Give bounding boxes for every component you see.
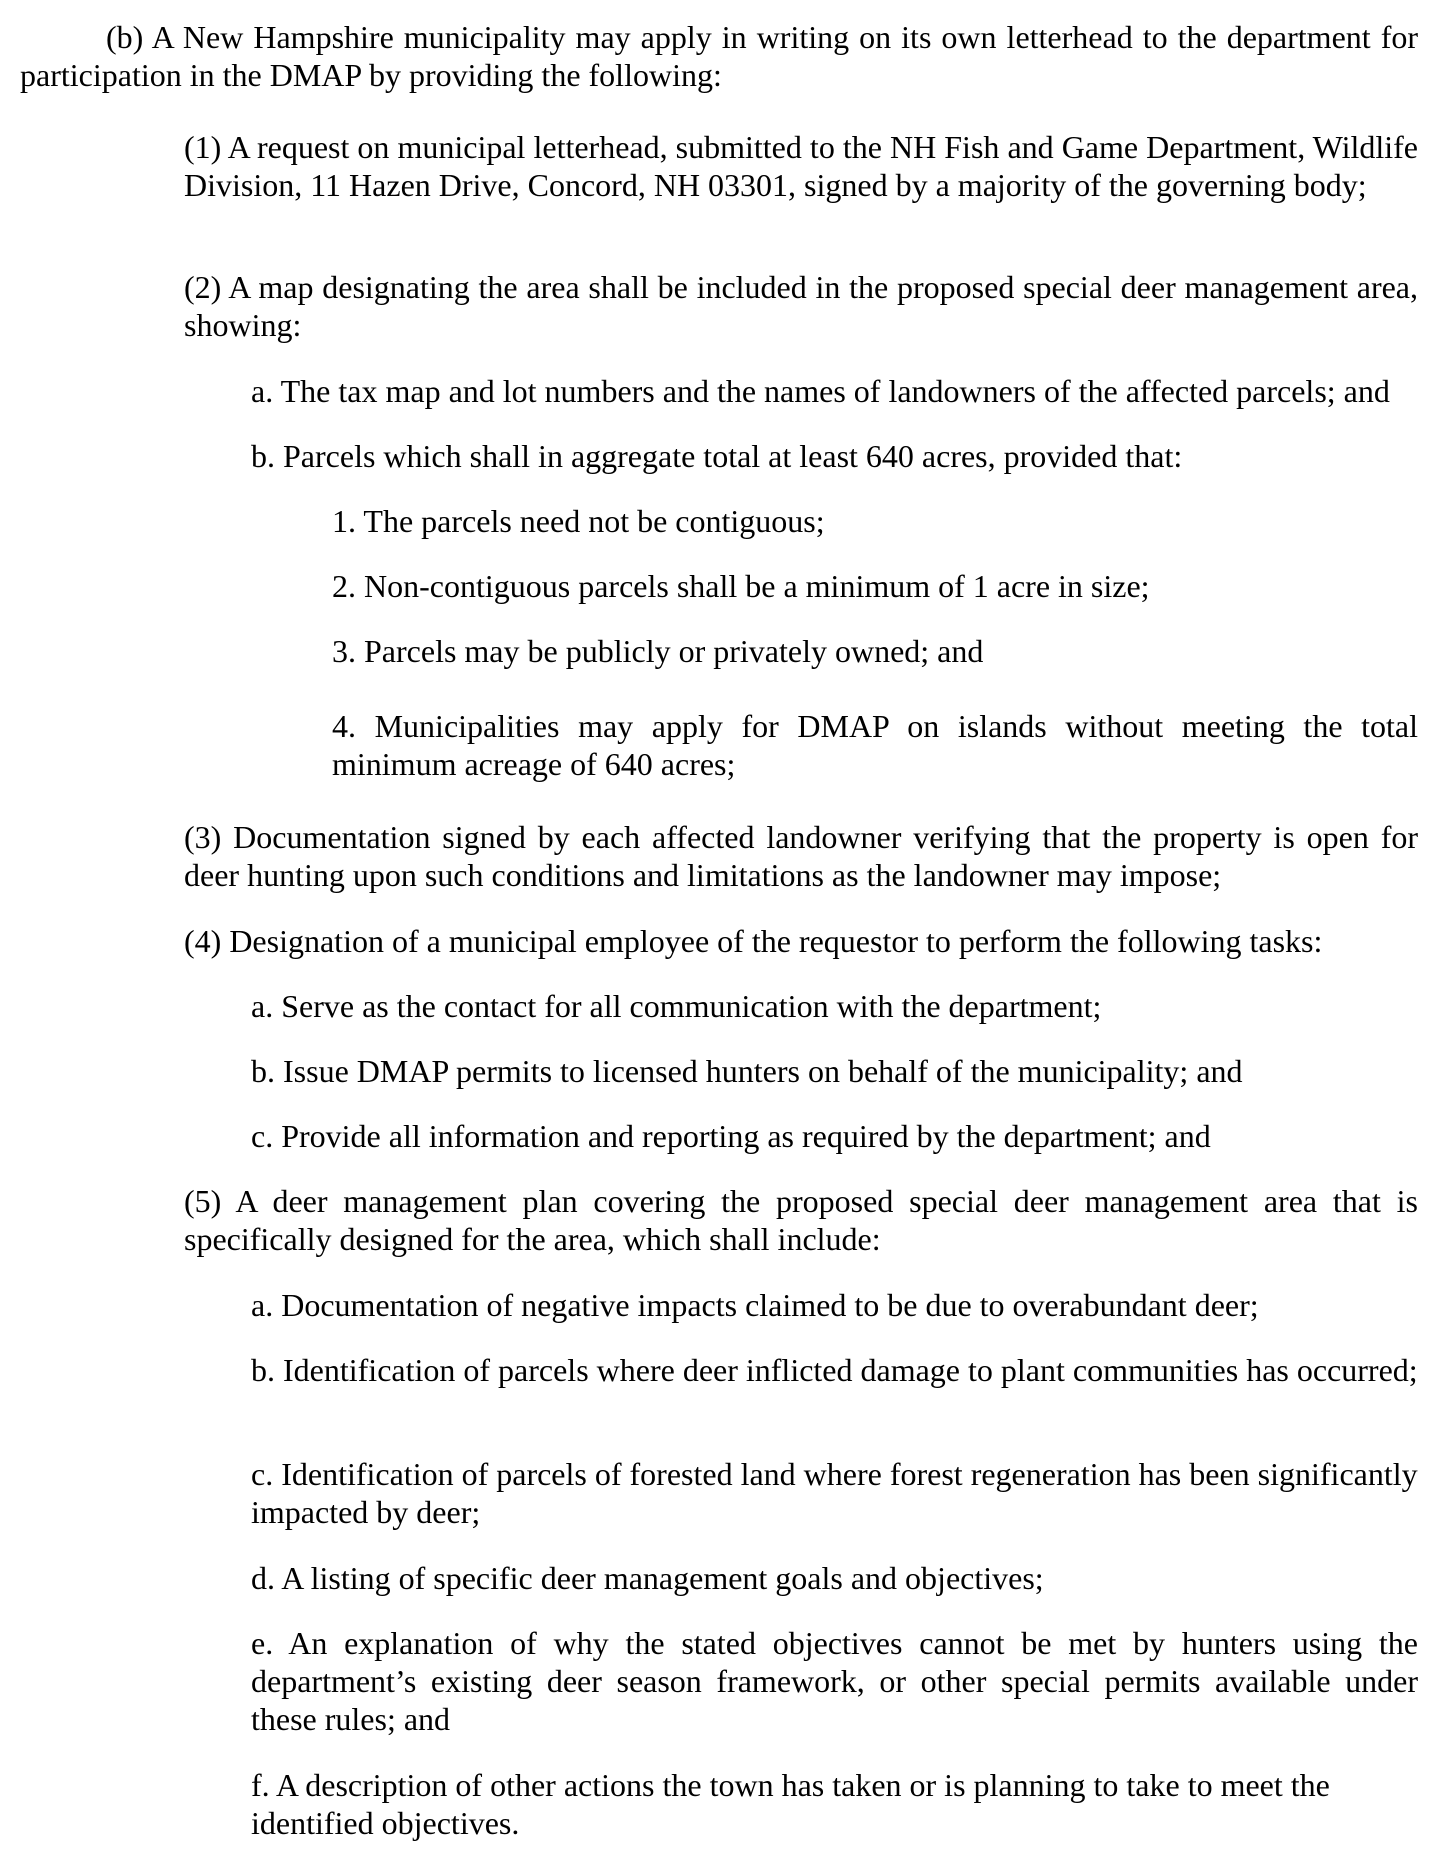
item-5e-explanation: e. An explanation of why the stated objectives cannot be met by hunters using the department’s existing deer season framework, or other special permits available under these rules; and [251, 1625, 1418, 1737]
item-4c-reporting: c. Provide all information and reporting as required by the department; and [251, 1118, 1211, 1154]
item-2b2-minimum-size: 2. Non-contiguous parcels shall be a minimum of 1 acre in size; [332, 568, 1150, 604]
item-5b-damage-parcels: b. Identification of parcels where deer inflicted damage to plant communities has occurred; [251, 1352, 1418, 1388]
paragraph-b-intro: (b) A New Hampshire municipality may apply in writing on its own letterhead to the department for participation in the DMAP by providing the following: [20, 19, 1418, 93]
item-2b3-ownership: 3. Parcels may be publicly or privately owned; and [332, 633, 984, 669]
item-3-landowner-documentation: (3) Documentation signed by each affected landowner verifying that the property is open for deer hunting upon such conditions and limitations as the landowner may impose; [184, 819, 1418, 893]
item-1-request-letterhead: (1) A request on municipal letterhead, submitted to the NH Fish and Game Department, Wildlife Division, 11 Hazen Drive, Concord, NH 03301, signed by a majority of the governing body; [184, 129, 1418, 203]
item-2b-parcels-640-acres: b. Parcels which shall in aggregate total at least 640 acres, provided that: [251, 438, 1183, 474]
item-5c-forest-regeneration: c. Identification of parcels of forested land where forest regeneration has been significantly impacted by deer; [251, 1456, 1418, 1530]
item-4b-issue-permits: b. Issue DMAP permits to licensed hunters on behalf of the municipality; and [251, 1053, 1243, 1089]
item-2b1-contiguous: 1. The parcels need not be contiguous; [332, 503, 825, 539]
item-2-map-designation: (2) A map designating the area shall be included in the proposed special deer management area, showing: [184, 269, 1418, 343]
item-5-deer-management-plan: (5) A deer management plan covering the proposed special deer management area that is specifically designed for the area, which shall include: [184, 1183, 1418, 1257]
item-4a-contact: a. Serve as the contact for all communication with the department; [251, 988, 1102, 1024]
item-2a-tax-map: a. The tax map and lot numbers and the names of landowners of the affected parcels; and [251, 373, 1390, 409]
item-5f-other-actions: f. A description of other actions the town has taken or is planning to take to meet the identified objectives. [251, 1767, 1330, 1841]
item-2b4-islands: 4. Municipalities may apply for DMAP on islands without meeting the total minimum acreage of 640 acres; [332, 708, 1418, 782]
item-5a-negative-impacts: a. Documentation of negative impacts claimed to be due to overabundant deer; [251, 1287, 1259, 1323]
item-5d-goals-objectives: d. A listing of specific deer management goals and objectives; [251, 1560, 1044, 1596]
item-4-municipal-employee: (4) Designation of a municipal employee of the requestor to perform the following tasks: [184, 923, 1323, 959]
